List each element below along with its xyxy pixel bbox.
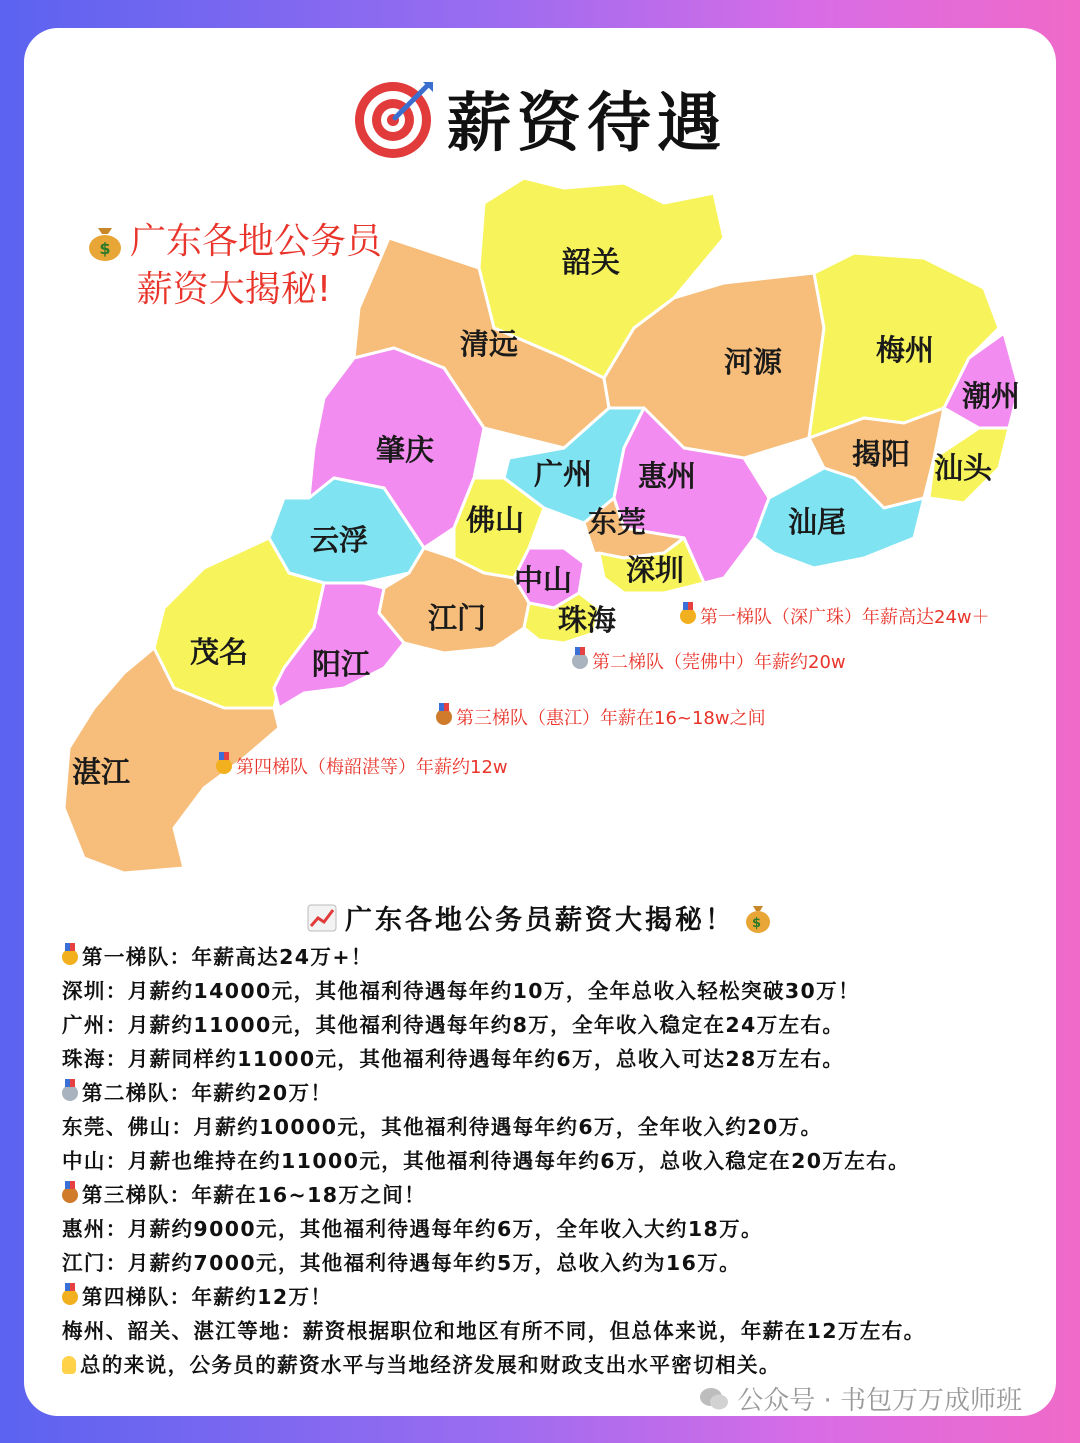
bronze-medal-icon	[62, 1187, 78, 1203]
detail-line	[62, 1314, 1042, 1348]
svg-text:$: $	[99, 239, 111, 258]
tier-note-2-text: 第二梯队（莞佛中）年薪约20w	[592, 652, 846, 673]
detail-line	[62, 1246, 1042, 1280]
line-text: 江门：月薪约7000元，其他福利待遇每年约5万，总收入约为16万。	[62, 1251, 742, 1275]
headline-line-1: 广东各地公务员	[129, 221, 382, 262]
line-text: 总的来说，公务员的薪资水平与当地经济发展和财政支出水平密切相关。	[80, 1353, 781, 1377]
lightbulb-icon	[62, 1356, 76, 1374]
bronze-medal-icon	[436, 709, 452, 725]
region-label-chaozhou: 潮州	[962, 379, 1021, 413]
line-text: 珠海：月薪同样约11000元，其他福利待遇每年约6万，总收入可达28万左右。	[62, 1047, 845, 1071]
region-label-shaoguan: 韶关	[562, 245, 621, 279]
tier-heading-2	[62, 1076, 1042, 1110]
line-text: 深圳：月薪约14000元，其他福利待遇每年约10万，全年总收入轻松突破30万！	[62, 979, 860, 1003]
headline-line-2: 薪资大揭秘!	[136, 269, 332, 310]
tier-heading-4	[62, 1280, 1042, 1314]
section-title	[24, 898, 1056, 937]
summary-line	[62, 1348, 1042, 1382]
tier-heading-3	[62, 1178, 1042, 1212]
detail-line	[62, 1212, 1042, 1246]
region-label-jieyang: 揭阳	[852, 437, 911, 471]
detail-line	[62, 974, 1042, 1008]
tier-note-3-text: 第三梯队（惠江）年薪在16~18w之间	[456, 708, 766, 729]
detail-line	[62, 1042, 1042, 1076]
line-text: 梅州、韶关、湛江等地：薪资根据职位和地区有所不同，但总体来说，年薪在12万左右。	[62, 1319, 926, 1343]
region-label-shanwei: 汕尾	[788, 505, 847, 539]
line-text: 第二梯队：年薪约20万！	[82, 1081, 333, 1105]
region-label-yangjiang: 阳江	[312, 647, 371, 681]
region-label-shantou: 汕头	[934, 451, 993, 485]
fourth-medal-icon	[62, 1289, 78, 1305]
region-label-jiangmen: 江门	[428, 601, 487, 635]
page-title: 薪资待遇	[447, 87, 727, 161]
tier-note-2	[572, 648, 846, 674]
region-label-yunfu: 云浮	[310, 523, 369, 557]
region-label-heyuan: 河源	[724, 345, 783, 379]
line-text: 惠州：月薪约9000元，其他福利待遇每年约6万，全年收入大约18万。	[62, 1217, 763, 1241]
region-label-foshan: 佛山	[466, 503, 525, 537]
money-bag-icon	[86, 222, 124, 262]
detail-line	[62, 1110, 1042, 1144]
region-label-shenzhen: 深圳	[626, 553, 685, 587]
region-label-guangzhou: 广州	[534, 457, 593, 491]
region-label-zhaoqing: 肇庆	[376, 433, 435, 467]
wechat-icon	[699, 1386, 729, 1412]
silver-medal-icon	[62, 1085, 78, 1101]
line-text: 广州：月薪约11000元，其他福利待遇每年约8万，全年收入稳定在24万左右。	[62, 1013, 845, 1037]
watermark	[699, 1380, 1022, 1416]
line-text: 东莞、佛山：月薪约10000元，其他福利待遇每年约6万，全年收入约20万。	[62, 1115, 823, 1139]
region-label-zhanjiang: 湛江	[72, 755, 131, 789]
region-label-zhuhai: 珠海	[558, 603, 617, 637]
tier-note-1-text: 第一梯队（深广珠）年薪高达24w＋	[700, 607, 990, 628]
region-label-meizhou: 梅州	[876, 333, 935, 367]
map-headline	[64, 218, 404, 314]
line-text: 第一梯队：年薪高达24万+！	[82, 945, 373, 969]
content-card	[24, 28, 1056, 1416]
region-label-zhongshan: 中山	[514, 563, 573, 597]
gold-medal-icon	[62, 949, 78, 965]
gold-medal-icon	[680, 608, 696, 624]
fourth-medal-icon	[216, 758, 232, 774]
tier-note-1	[680, 603, 990, 629]
tier-note-3	[436, 704, 766, 730]
tier-note-4-text: 第四梯队（梅韶湛等）年薪约12w	[236, 757, 508, 778]
chart-up-icon	[307, 904, 337, 932]
region-label-huizhou: 惠州	[638, 459, 697, 493]
svg-text:$: $	[751, 915, 765, 931]
detail-line	[62, 1144, 1042, 1178]
tier-heading-1	[62, 940, 1042, 974]
region-label-maoming: 茂名	[190, 635, 249, 669]
silver-medal-icon	[572, 653, 588, 669]
line-text: 中山：月薪也维持在约11000元，其他福利待遇每年约6万，总收入稳定在20万左右。	[62, 1149, 911, 1173]
tier-note-4	[216, 753, 508, 779]
salary-details	[62, 940, 1042, 1382]
line-text: 第三梯队：年薪在16~18万之间！	[82, 1183, 427, 1207]
line-text: 第四梯队：年薪约12万！	[82, 1285, 333, 1309]
section-title-text: 广东各地公务员薪资大揭秘！	[345, 905, 735, 936]
region-label-dongguan: 东莞	[588, 505, 647, 539]
detail-line	[62, 1008, 1042, 1042]
region-label-qingyuan: 清远	[460, 327, 519, 361]
watermark-text: 公众号 · 书包万万成师班	[737, 1386, 1022, 1416]
money-bag-icon	[743, 902, 773, 934]
